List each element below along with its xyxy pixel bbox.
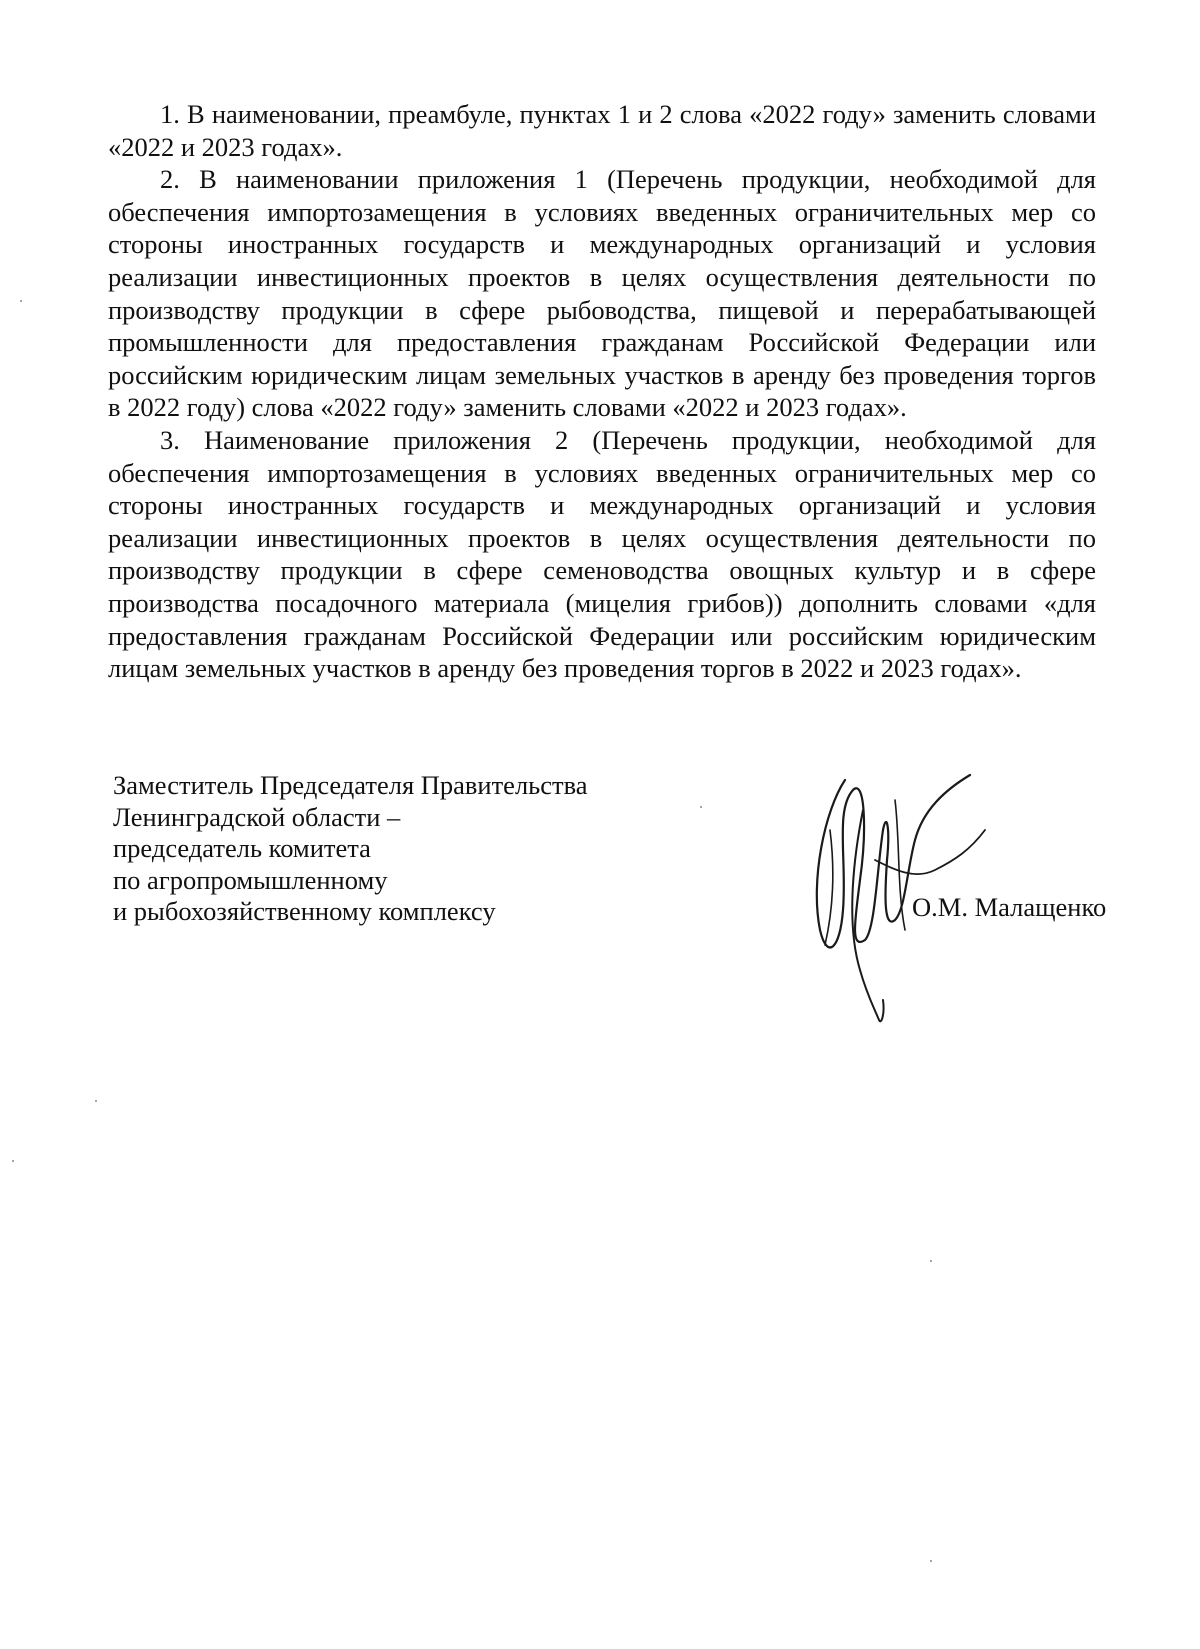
scan-speck [20,300,22,302]
scan-speck [12,1160,14,1162]
scan-speck [700,806,702,808]
signer-name: О.М. Малащенко [912,892,1107,922]
scan-speck [95,1100,97,1102]
scan-speck [930,1560,932,1562]
scan-speck [930,1260,932,1262]
signatory-title-line: Ленинградской области – [113,801,401,832]
signatory-title-line: Заместитель Председателя Правительства [113,770,588,800]
signatory-title-line: председатель комитета [113,833,371,863]
signatory-title [113,770,633,928]
signatory-title-line: по агропромышленному [113,864,388,895]
paragraph-1: 1. В наименовании, преамбуле, пунктах 1 и 2 слова «2022 году» заменить словами «2022 и 2023 годах». [108,99,1096,162]
paragraph-3: 3. Наименование приложения 2 (Перечень продукции, необходимой для обеспечения импортозамещения в условиях введенных ограничительных мер со стороны иностранных государств и международных организаций и условия реализации инвестиционных проектов в целях осуществления деятельности по производству продукции в сфере семеноводства овощных культур и в сфере производства посадочного материала (мицелия грибов)) дополнить словами «для предоставления гражданам Российской Федерации или российским юридическим лицам земельных участков в аренду без проведения торгов в 2022 и 2023 годах». [108,424,1096,684]
signatory-title-line: и рыбохозяйственному комплексу [113,896,496,926]
paragraph-2: 2. В наименовании приложения 1 (Перечень продукции, необходимой для обеспечения импортозамещения в условиях введенных ограничительных мер со стороны иностранных государств и международных организаций и условия реализации инвестиционных проектов в целях осуществления деятельности по производству продукции в сфере рыбоводства, пищевой и перерабатывающей промышленности для предоставления гражданам Российской Федерации или российским юридическим лицам земельных участков в аренду без проведения торгов в 2022 году) слова «2022 году» заменить словами «2022 и 2023 годах». [108,164,1096,423]
document-body [108,98,1096,685]
